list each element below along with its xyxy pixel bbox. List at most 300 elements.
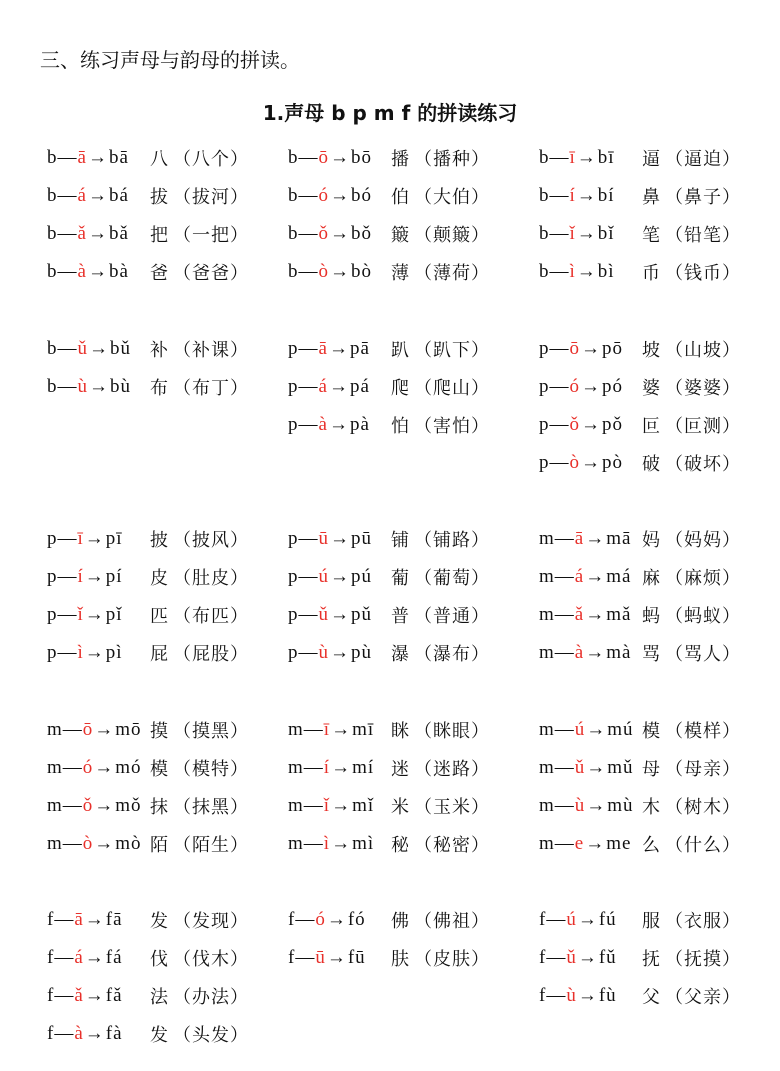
example-word: （颠簸） (414, 225, 490, 247)
final-vowel: ù (566, 985, 577, 1007)
example-word: （头发） (173, 1025, 249, 1047)
initial-consonant: p (288, 413, 299, 435)
example-word: （抹黑） (173, 796, 249, 818)
initial-consonant: f (47, 908, 55, 930)
arrow-icon: → (331, 832, 352, 854)
initial-consonant: p (47, 604, 58, 626)
pinyin-entry (47, 329, 288, 367)
arrow-icon: → (577, 985, 598, 1007)
initial-consonant: m (539, 718, 555, 740)
syllable: bá (108, 185, 129, 207)
hanzi-character: 笔 (642, 225, 660, 247)
syllable: bù (110, 375, 131, 397)
spelling (47, 528, 150, 550)
example-word: （玉米） (414, 796, 490, 818)
final-vowel: ú (574, 718, 586, 740)
initial-consonant: p (288, 604, 299, 626)
arrow-icon: → (84, 604, 105, 626)
hanzi-character: 木 (642, 796, 660, 818)
syllable: mú (607, 718, 634, 740)
final-vowel: ǐ (569, 223, 576, 245)
final-vowel: ǒ (82, 794, 94, 816)
hanzi-character: 播 (391, 149, 409, 171)
hanzi-character: 伐 (150, 949, 168, 971)
hanzi-character: 麻 (642, 568, 660, 590)
pinyin-entry (539, 520, 767, 558)
syllable: pǐ (105, 604, 123, 626)
final-vowel: ī (323, 718, 331, 740)
pinyin-entry (539, 977, 767, 1015)
initial-consonant: p (47, 566, 58, 588)
initial-consonant: f (539, 985, 547, 1007)
practice-column (539, 329, 767, 481)
initial-consonant: p (539, 451, 550, 473)
arrow-icon: → (89, 337, 109, 359)
dash-symbol: — (57, 337, 78, 359)
spelling (47, 985, 150, 1007)
hanzi-character: 法 (150, 987, 168, 1009)
syllable: pí (105, 566, 123, 588)
final-vowel: ù (318, 642, 329, 664)
arrow-icon: → (84, 566, 105, 588)
practice-column (288, 139, 539, 291)
spelling (539, 604, 642, 626)
syllable: fá (105, 947, 123, 969)
spelling (47, 1023, 150, 1045)
syllable: mù (607, 794, 634, 816)
example-word: （迷路） (414, 758, 490, 780)
dash-symbol: — (62, 794, 83, 816)
example-word: （模样） (665, 720, 741, 742)
final-vowel: ú (318, 566, 329, 588)
hanzi-character: 抹 (150, 796, 168, 818)
pinyin-entry (539, 749, 767, 787)
initial-consonant: p (288, 375, 299, 397)
spelling (47, 719, 150, 741)
pinyin-entry (47, 596, 288, 634)
spelling (47, 642, 150, 664)
final-vowel: ò (82, 832, 94, 854)
final-vowel: á (574, 566, 585, 588)
example-word: （爬山） (414, 377, 490, 399)
pinyin-entry (288, 596, 539, 634)
practice-column (47, 901, 288, 1053)
initial-consonant: p (288, 528, 299, 550)
initial-consonant: b (539, 223, 550, 245)
syllable: bǔ (110, 337, 131, 359)
final-vowel: ū (318, 528, 329, 550)
dash-symbol: — (554, 604, 575, 626)
spelling (539, 909, 642, 931)
initial-consonant: b (288, 185, 299, 207)
hanzi-character: 摸 (150, 720, 168, 742)
example-word: （大伯） (414, 187, 490, 209)
syllable: mò (115, 832, 142, 854)
initial-consonant: b (539, 261, 550, 283)
pinyin-entry (47, 977, 288, 1015)
practice-column (47, 139, 288, 291)
final-vowel: ǔ (566, 947, 577, 969)
arrow-icon: → (328, 375, 349, 397)
final-vowel: ǔ (318, 604, 329, 626)
pinyin-entry (47, 1015, 288, 1053)
pinyin-entry (288, 749, 539, 787)
dash-symbol: — (546, 947, 567, 969)
hanzi-character: 匹 (150, 606, 168, 628)
hanzi-character: 秘 (391, 834, 409, 856)
initial-consonant: b (47, 261, 58, 283)
hanzi-character: 坡 (642, 339, 660, 361)
hanzi-character: 怕 (391, 415, 409, 437)
pinyin-entry (47, 558, 288, 596)
pinyin-entry (539, 253, 767, 291)
syllable: pū (351, 528, 372, 550)
dash-symbol: — (57, 566, 78, 588)
initial-consonant: m (47, 718, 63, 740)
spelling (539, 452, 642, 474)
syllable: pù (351, 642, 372, 664)
spelling (539, 414, 642, 436)
practice-column (47, 520, 288, 672)
dash-symbol: — (546, 908, 567, 930)
hanzi-character: 拔 (150, 187, 168, 209)
initial-consonant: b (539, 147, 550, 169)
dash-symbol: — (62, 832, 83, 854)
syllable: mǒ (115, 794, 142, 816)
arrow-icon: → (585, 528, 606, 550)
dash-symbol: — (298, 604, 319, 626)
dash-symbol: — (303, 756, 324, 778)
final-vowel: ā (574, 528, 585, 550)
pinyin-entry (288, 177, 539, 215)
initial-consonant: m (47, 756, 63, 778)
hanzi-character: 破 (642, 453, 660, 475)
example-word: （鼻子） (665, 187, 741, 209)
initial-consonant: b (288, 261, 299, 283)
initial-consonant: m (539, 566, 555, 588)
pinyin-entry (539, 215, 767, 253)
final-vowel: ó (82, 756, 94, 778)
dash-symbol: — (298, 147, 319, 169)
spelling (47, 338, 150, 360)
initial-consonant: p (539, 375, 550, 397)
arrow-icon: → (331, 718, 352, 740)
syllable: mō (115, 718, 142, 740)
initial-consonant: f (288, 908, 296, 930)
spelling (288, 909, 391, 931)
syllable: pú (351, 566, 372, 588)
spelling (288, 185, 391, 207)
pinyin-entry (47, 710, 288, 748)
practice-group (47, 329, 767, 481)
hanzi-character: 米 (391, 796, 409, 818)
syllable: mǐ (352, 794, 375, 816)
practice-column (288, 520, 539, 672)
dash-symbol: — (295, 908, 316, 930)
example-word: （发现） (173, 910, 249, 932)
practice-column (47, 329, 288, 481)
pinyin-entry (47, 634, 288, 672)
spelling (288, 528, 391, 550)
hanzi-character: 补 (150, 339, 168, 361)
hanzi-character: 模 (150, 758, 168, 780)
pinyin-entry (288, 825, 539, 863)
final-vowel: í (323, 756, 331, 778)
syllable: mī (352, 718, 375, 740)
practice-column (539, 710, 767, 862)
arrow-icon: → (330, 566, 350, 588)
pinyin-entry (288, 329, 539, 367)
practice-group (47, 710, 767, 862)
arrow-icon: → (330, 604, 350, 626)
syllable: bó (351, 185, 372, 207)
pinyin-entry (539, 139, 767, 177)
pinyin-entry (288, 406, 539, 444)
pinyin-entry (288, 901, 539, 939)
arrow-icon: → (577, 947, 598, 969)
example-word: （破坏） (665, 453, 741, 475)
spelling (288, 604, 391, 626)
initial-consonant: m (47, 794, 63, 816)
syllable: pō (602, 337, 623, 359)
arrow-icon: → (94, 832, 115, 854)
final-vowel: ǐ (77, 604, 84, 626)
example-word: （妈妈） (665, 530, 741, 552)
final-vowel: ǒ (569, 413, 580, 435)
dash-symbol: — (298, 375, 319, 397)
arrow-icon: → (581, 451, 601, 473)
dash-symbol: — (549, 451, 570, 473)
hanzi-character: 父 (642, 987, 660, 1009)
example-word: （布匹） (173, 606, 249, 628)
example-word: （伐木） (173, 949, 249, 971)
arrow-icon: → (94, 794, 115, 816)
arrow-icon: → (585, 832, 606, 854)
spelling (288, 223, 391, 245)
syllable: fǎ (105, 985, 123, 1007)
syllable: fū (347, 947, 366, 969)
hanzi-character: 薄 (391, 263, 409, 285)
hanzi-character: 蚂 (642, 606, 660, 628)
arrow-icon: → (87, 261, 108, 283)
initial-consonant: p (288, 566, 299, 588)
pinyin-entry (47, 749, 288, 787)
final-vowel: ó (315, 908, 326, 930)
hanzi-character: 抚 (642, 949, 660, 971)
dash-symbol: — (554, 528, 575, 550)
arrow-icon: → (330, 261, 350, 283)
pinyin-entry (288, 253, 539, 291)
spelling (288, 719, 391, 741)
syllable: mí (352, 756, 375, 778)
dash-symbol: — (62, 718, 83, 740)
final-vowel: ǒ (318, 223, 329, 245)
final-vowel: ò (318, 261, 329, 283)
final-vowel: ò (569, 451, 580, 473)
hanzi-character: 簸 (391, 225, 409, 247)
syllable: me (606, 832, 632, 854)
example-word: （瀑布） (414, 644, 490, 666)
syllable: fǔ (598, 947, 617, 969)
spelling (539, 261, 642, 283)
dash-symbol: — (549, 375, 570, 397)
pinyin-entry (47, 520, 288, 558)
dash-symbol: — (549, 413, 570, 435)
syllable: pǔ (351, 604, 372, 626)
hanzi-character: 皮 (150, 568, 168, 590)
example-word: （补课） (173, 339, 249, 361)
pinyin-entry (539, 444, 767, 482)
arrow-icon: → (576, 261, 597, 283)
hanzi-character: 鼻 (642, 187, 660, 209)
hanzi-character: 肤 (391, 949, 409, 971)
dash-symbol: — (298, 642, 319, 664)
spelling (539, 147, 642, 169)
example-word: （趴下） (414, 339, 490, 361)
hanzi-character: 眯 (391, 720, 409, 742)
example-word: （树木） (665, 796, 741, 818)
hanzi-character: 婆 (642, 377, 660, 399)
syllable: fù (598, 985, 617, 1007)
final-vowel: ì (569, 261, 576, 283)
initial-consonant: m (288, 832, 304, 854)
spelling (539, 528, 642, 550)
final-vowel: ǔ (77, 337, 88, 359)
practice-column (47, 710, 288, 862)
arrow-icon: → (330, 642, 350, 664)
syllable: pǒ (602, 413, 623, 435)
initial-consonant: f (47, 947, 55, 969)
syllable: bà (108, 261, 129, 283)
example-word: （麻烦） (665, 568, 741, 590)
arrow-icon: → (585, 566, 606, 588)
dash-symbol: — (54, 985, 75, 1007)
arrow-icon: → (586, 718, 607, 740)
example-word: （山坡） (665, 339, 741, 361)
spelling (539, 719, 642, 741)
spelling (539, 757, 642, 779)
practice-group (47, 901, 767, 1053)
dash-symbol: — (303, 718, 324, 740)
pinyin-entry (539, 710, 767, 748)
dash-symbol: — (57, 185, 78, 207)
example-word: （爸爸） (173, 263, 249, 285)
syllable: pà (349, 413, 370, 435)
pinyin-entry (288, 520, 539, 558)
dash-symbol: — (298, 185, 319, 207)
spelling (47, 261, 150, 283)
hanzi-character: 爸 (150, 263, 168, 285)
arrow-icon: → (330, 185, 350, 207)
hanzi-character: 普 (391, 606, 409, 628)
initial-consonant: p (47, 642, 58, 664)
spelling (47, 833, 150, 855)
hanzi-character: 葡 (391, 568, 409, 590)
final-vowel: á (74, 947, 84, 969)
initial-consonant: m (539, 794, 555, 816)
pinyin-entry (288, 634, 539, 672)
pinyin-entry (47, 177, 288, 215)
syllable: fú (598, 908, 617, 930)
pinyin-entry (288, 710, 539, 748)
hanzi-character: 陌 (150, 834, 168, 856)
example-word: （衣服） (665, 910, 741, 932)
pinyin-entry (47, 825, 288, 863)
example-word: （播种） (414, 149, 490, 171)
spelling (539, 985, 642, 1007)
initial-consonant: b (288, 223, 299, 245)
example-word: （皮肤） (414, 949, 490, 971)
section-heading: 三、练习声母与韵母的拼读。 (40, 48, 300, 72)
dash-symbol: — (549, 337, 570, 359)
practice-column (288, 710, 539, 862)
initial-consonant: p (288, 642, 299, 664)
dash-symbol: — (57, 375, 78, 397)
spelling (288, 566, 391, 588)
hanzi-character: 伯 (391, 187, 409, 209)
dash-symbol: — (54, 947, 75, 969)
hanzi-character: 逼 (642, 149, 660, 171)
arrow-icon: → (577, 908, 598, 930)
hanzi-character: 屁 (150, 644, 168, 666)
pinyin-entry (288, 368, 539, 406)
pinyin-entry (539, 787, 767, 825)
syllable: bì (597, 261, 615, 283)
spelling (47, 947, 150, 969)
initial-consonant: m (539, 756, 555, 778)
dash-symbol: — (554, 566, 575, 588)
example-word: （眯眼） (414, 720, 490, 742)
pinyin-entry (47, 139, 288, 177)
spelling (288, 795, 391, 817)
pinyin-entry (539, 368, 767, 406)
pinyin-entry (539, 901, 767, 939)
pinyin-entry (539, 825, 767, 863)
syllable: pī (105, 528, 123, 550)
pinyin-entry (47, 939, 288, 977)
hanzi-character: 披 (150, 530, 168, 552)
initial-consonant: b (47, 337, 58, 359)
pinyin-entry (539, 939, 767, 977)
hanzi-character: 铺 (391, 530, 409, 552)
final-vowel: ù (77, 375, 88, 397)
arrow-icon: → (576, 185, 597, 207)
initial-consonant: m (288, 794, 304, 816)
pinyin-entry (539, 329, 767, 367)
example-word: （布丁） (173, 377, 249, 399)
dash-symbol: — (57, 528, 78, 550)
syllable: bō (351, 147, 372, 169)
syllable: má (606, 566, 632, 588)
spelling (539, 947, 642, 969)
arrow-icon: → (330, 147, 350, 169)
spelling (539, 642, 642, 664)
syllable: fó (347, 908, 366, 930)
final-vowel: à (574, 642, 585, 664)
final-vowel: í (77, 566, 84, 588)
example-word: （逼迫） (665, 149, 741, 171)
example-word: （钱币） (665, 263, 741, 285)
arrow-icon: → (84, 642, 105, 664)
initial-consonant: b (47, 185, 58, 207)
dash-symbol: — (298, 566, 319, 588)
initial-consonant: b (288, 147, 299, 169)
dash-symbol: — (54, 908, 75, 930)
spelling (47, 376, 150, 398)
hanzi-character: 爬 (391, 377, 409, 399)
arrow-icon: → (330, 223, 350, 245)
final-vowel: ō (569, 337, 580, 359)
